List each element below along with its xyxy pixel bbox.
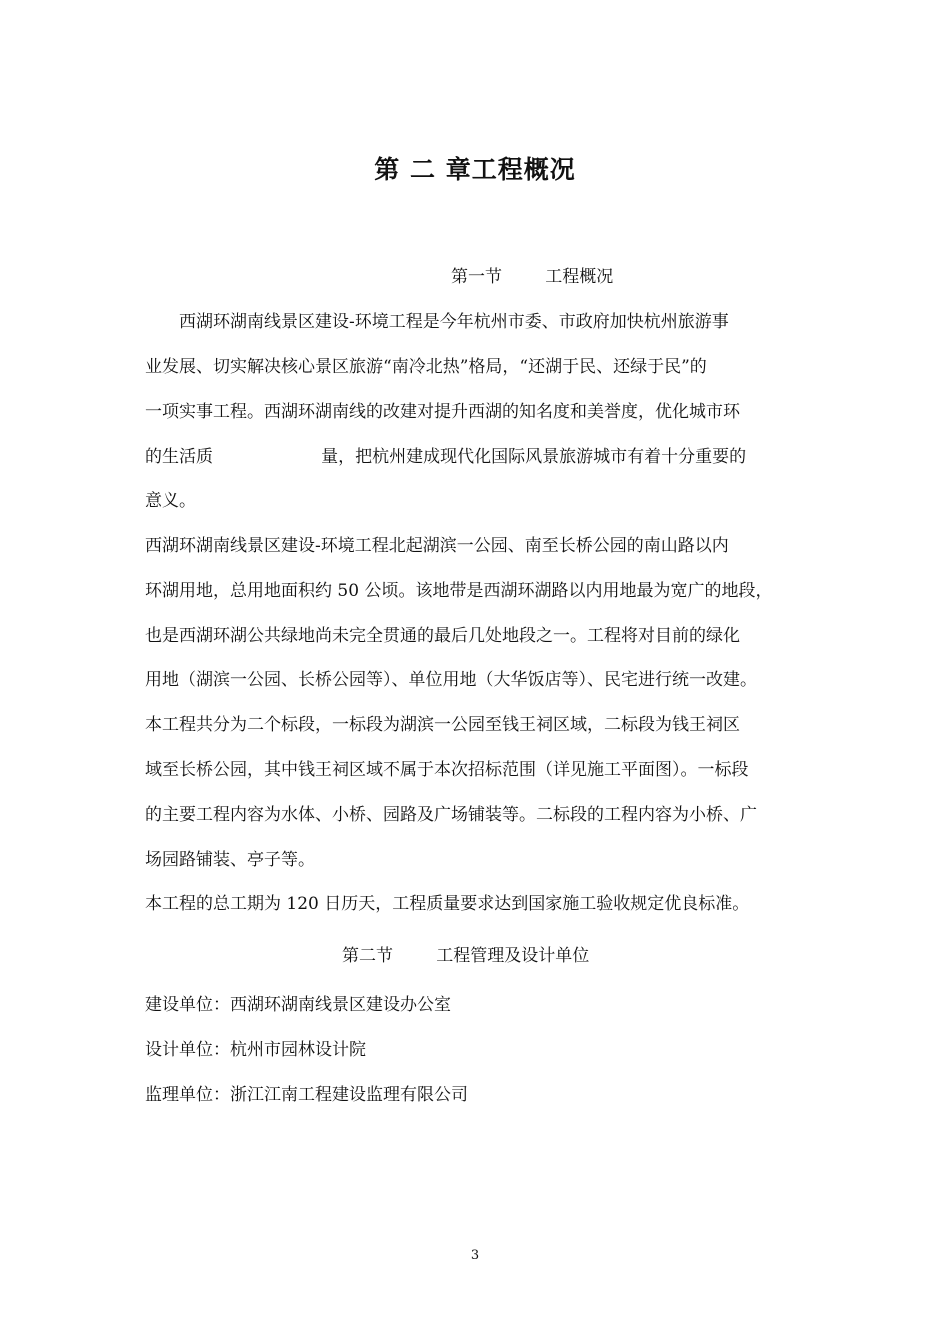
paragraph-line: 西湖环湖南线景区建设-环境工程北起湖滨一公园、南至长桥公园的南山路以内 bbox=[145, 536, 729, 556]
paragraph-line: 域至长桥公园，其中钱王祠区域不属于本次招标范围（详见施工平面图）。一标段 bbox=[145, 760, 749, 780]
paragraph-line: 的主要工程内容为水体、小桥、园路及广场铺装等。二标段的工程内容为小桥、广 bbox=[145, 805, 757, 825]
paragraph-line: 本工程共分为二个标段，一标段为湖滨一公园至钱王祠区域，二标段为钱王祠区 bbox=[145, 715, 740, 735]
paragraph-line: 的生活质 量，把杭州建成现代化国际风景旅游城市有着十分重要的 bbox=[145, 447, 747, 467]
paragraph-line: 一项实事工程。西湖环湖南线的改建对提升西湖的知名度和美誉度，优化城市环 bbox=[145, 402, 740, 422]
paragraph-line: 用地（湖滨一公园、长桥公园等）、单位用地（大华饭店等）、民宅进行统一改建。 bbox=[145, 670, 757, 690]
unit-line-design: 设计单位：杭州市园林设计院 bbox=[145, 1040, 366, 1060]
section-heading-2: 第二节 工程管理及设计单位 bbox=[342, 946, 590, 966]
unit-line-supervision: 监理单位：浙江江南工程建设监理有限公司 bbox=[145, 1085, 468, 1105]
unit-line-construction: 建设单位：西湖环湖南线景区建设办公室 bbox=[145, 995, 451, 1015]
paragraph-line: 西湖环湖南线景区建设-环境工程是今年杭州市委、市政府加快杭州旅游事 bbox=[145, 312, 729, 332]
page-number: 3 bbox=[470, 1248, 480, 1263]
paragraph-line: 业发展、切实解决核心景区旅游“南冷北热”格局，“还湖于民、还绿于民”的 bbox=[145, 357, 707, 377]
paragraph-line: 场园路铺装、亭子等。 bbox=[145, 850, 315, 870]
paragraph-line: 环湖用地，总用地面积约 50 公顷。该地带是西湖环湖路以内用地最为宽广的地段， bbox=[145, 581, 773, 601]
paragraph-line: 也是西湖环湖公共绿地尚未完全贯通的最后几处地段之一。工程将对目前的绿化 bbox=[145, 626, 740, 646]
paragraph-line: 意义。 bbox=[145, 491, 196, 511]
chapter-title: 第 二 章工程概况 bbox=[374, 155, 576, 184]
paragraph-line: 本工程的总工期为 120 日历天，工程质量要求达到国家施工验收规定优良标准。 bbox=[145, 894, 750, 914]
section-heading-1: 第一节 工程概况 bbox=[451, 267, 614, 287]
